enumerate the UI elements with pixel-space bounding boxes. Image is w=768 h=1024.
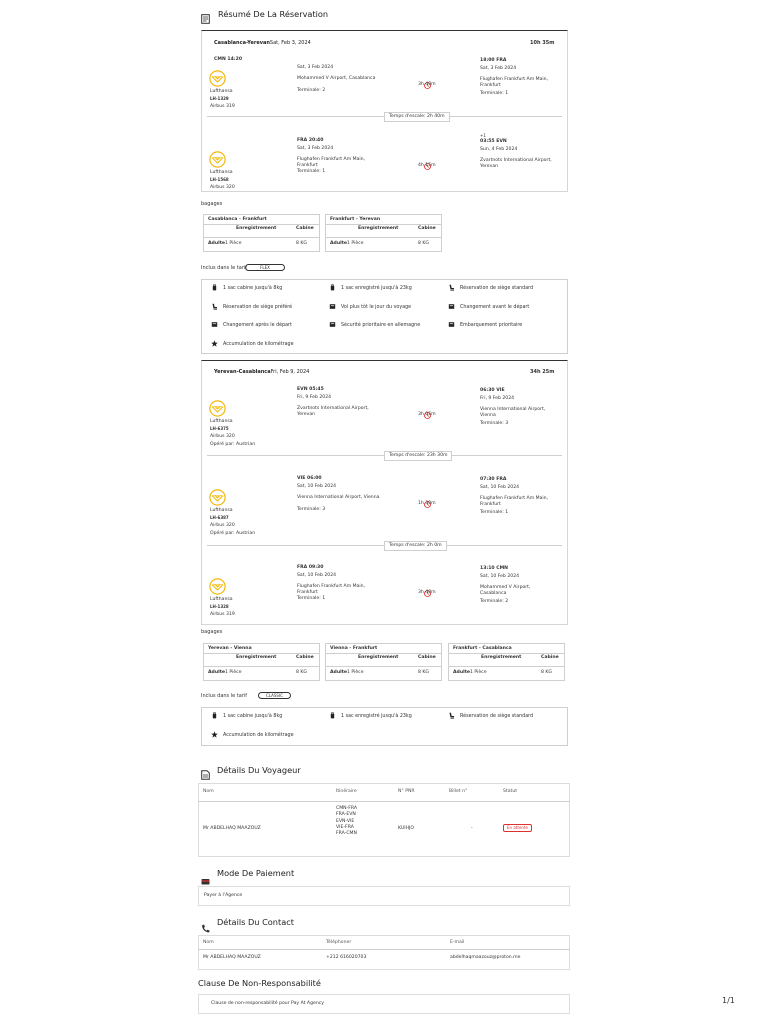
segment-duration: 3h 40m: [418, 82, 436, 87]
payment-value: Payer à l'Agence: [204, 893, 243, 898]
amenity-label: Accumulation de kilométrage: [223, 732, 294, 738]
summary-icon: [201, 9, 210, 19]
pax-type: Adulte: [208, 670, 226, 675]
suitcase-icon: [329, 285, 336, 292]
aircraft: Airbus 319: [210, 104, 235, 109]
baggage-table: [203, 643, 320, 681]
aircraft: Airbus 320: [210, 434, 235, 439]
contact-title: Détails Du Contact: [217, 917, 294, 927]
contact-table: [198, 935, 570, 970]
status-badge: En attente: [503, 824, 532, 832]
amenity-label: Changement après le départ: [223, 323, 292, 328]
baggage-pax: [330, 670, 364, 675]
pax-pieces: 1 Pièce: [347, 241, 364, 246]
baggage-divider: [204, 666, 319, 667]
departure-airport: Flughafen Frankfurt Am Main, Frankfurt: [297, 157, 366, 168]
ticket-icon: [329, 322, 336, 329]
itinerary-leg: CMN-FRA: [336, 806, 358, 811]
baggage-divider: [204, 237, 319, 238]
amenity-label: Réservation de siège standard: [460, 714, 534, 719]
seat-icon: [448, 713, 455, 720]
ticket-icon: [448, 304, 455, 311]
baggage-route: Frankfurt - Casablanca: [449, 644, 564, 654]
duration-clock-icon: [424, 493, 431, 500]
baggage-divider: [326, 666, 441, 667]
ticket-icon: [329, 304, 336, 311]
flight-number: LH-1329: [210, 96, 229, 101]
arrival-head: 18:00 FRA: [480, 58, 507, 63]
ticket-icon: [448, 322, 455, 329]
pax-pieces: 1 Pièce: [225, 670, 242, 675]
arrival-airport: Mohammed V Airport, Casablanca: [480, 585, 531, 596]
outbound-duration: 10h 35m: [530, 40, 555, 46]
arrival-terminal: Terminale: 1: [480, 510, 509, 515]
payment-box: [198, 886, 570, 906]
departure-date: Sat, 3 Feb 2024: [297, 65, 334, 70]
arrival-airport: Flughafen Frankfurt Am Main, Frankfurt: [480, 496, 549, 507]
segment-duration: 1h 30m: [418, 501, 436, 506]
baggage-col-cabin: Cabine: [296, 226, 314, 231]
amenity-label: Vol plus tôt le jour du voyage: [341, 304, 412, 310]
arrival-terminal: Terminale: 2: [480, 599, 509, 604]
inbound-duration: 34h 25m: [530, 369, 555, 375]
amenity-label: Changement avant le départ: [460, 304, 530, 310]
operated-by: Opéré par: Austrian: [210, 442, 256, 447]
traveler-itinerary: [336, 806, 357, 837]
departure-airport: Vienna International Airport, Vienna: [297, 495, 380, 500]
pax-type: Adulte: [330, 241, 348, 246]
baggage-col-cabin: Cabine: [541, 655, 559, 660]
baggage-divider: [449, 666, 564, 667]
layover-badge: Temps d'escale: 2h 0m: [384, 541, 447, 551]
pax-type: Adulte: [453, 670, 471, 675]
star-icon: [211, 732, 218, 739]
payment-title: Mode De Paiement: [217, 868, 295, 878]
contact-header-name: Nom: [203, 940, 214, 945]
amenity-label: Accumulation de kilométrage: [223, 341, 294, 347]
payment-icon: [201, 870, 210, 876]
arrival-head: 07:30 FRA: [480, 477, 507, 482]
inbound-baggage-title: bagages: [201, 629, 223, 635]
baggage-table: [448, 643, 565, 681]
itinerary-leg: VIE-FRA: [336, 824, 354, 830]
airline-logo-icon: [209, 489, 226, 506]
baggage-table: [325, 643, 442, 681]
baggage-cabin-weight: 8 KG: [541, 670, 552, 675]
baggage-route: Casablanca - Frankfurt: [204, 215, 319, 225]
departure-head: FRA 20:40: [297, 138, 324, 143]
contact-header-phone: Téléphoner: [326, 940, 352, 945]
arrival-terminal: Terminale: 3: [480, 421, 509, 426]
duration-clock-icon: [424, 582, 431, 589]
seat-icon: [211, 304, 218, 311]
aircraft: Airbus 319: [210, 612, 235, 617]
itinerary-leg: FRA-CMN: [336, 831, 357, 837]
baggage-divider: [326, 237, 441, 238]
baggage-col-cabin: Cabine: [296, 655, 314, 660]
arrival-terminal: Terminale: 1: [480, 91, 509, 96]
inbound-amenities: [201, 707, 568, 746]
segment-duration: 3h 40m: [418, 590, 436, 595]
airline-name: Lufthansa: [210, 597, 233, 602]
airline-logo-icon: [209, 151, 226, 168]
departure-head: VIE 06:00: [297, 476, 322, 481]
baggage-pax: [453, 670, 487, 675]
aircraft: Airbus 320: [210, 523, 235, 528]
amenity-label: 1 sac enregistré jusqu'à 23kg: [341, 286, 412, 291]
arrival-date: Sun, 4 Feb 2024: [480, 147, 518, 152]
suitcase-icon: [329, 713, 336, 720]
baggage-col-checked: Enregistrement: [236, 226, 277, 231]
segment-duration: 3h 05m: [418, 412, 436, 417]
amenity-label: Réservation de siège standard: [460, 286, 534, 291]
pax-type: Adulte: [330, 670, 348, 675]
departure-terminal: Terminale: 3: [297, 507, 326, 512]
amenity-label: Sécurité prioritaire en allemagne: [341, 323, 421, 328]
baggage-cabin-weight: 8 KG: [296, 241, 307, 246]
baggage-table: [325, 214, 442, 252]
baggage-col-checked: Enregistrement: [358, 655, 399, 660]
arrival-head: 13:10 CMN: [480, 566, 509, 571]
duration-clock-icon: [424, 155, 431, 162]
traveler-name: Mr ABDELHAQ MAAZOUZ: [203, 826, 261, 831]
departure-airport: Flughafen Frankfurt Am Main, Frankfurt: [297, 584, 366, 595]
inbound-fare-label: Inclus dans le tarif: [201, 693, 248, 699]
contact-email: abdelhaqmaazouz@proton.me: [450, 955, 521, 960]
flight-number: LH-6387: [210, 515, 229, 520]
duration-clock-icon: [424, 74, 431, 81]
baggage-pax: [208, 241, 242, 246]
outbound-route: Casablanca-YerevanSat, Feb 3, 2024: [214, 40, 311, 46]
baggage-col-cabin: Cabine: [418, 226, 436, 231]
amenity-label: 1 sac cabine jusqu'à 8kg: [223, 286, 283, 291]
pax-pieces: 1 Pièce: [225, 241, 242, 246]
outbound-fare-badge: FLEX: [245, 264, 285, 271]
departure-head: EVN 05:45: [297, 387, 324, 392]
disclaimer-text: Clause de non-responsabilité pour Pay At Agency: [211, 1001, 324, 1006]
star-icon: [211, 341, 218, 348]
amenity-label: 1 sac cabine jusqu'à 8kg: [223, 714, 283, 719]
itinerary-leg: FRA-EVN: [336, 812, 356, 818]
inbound-fare-badge: CLASSIC: [258, 692, 291, 699]
amenity-label: Embarquement prioritaire: [460, 323, 523, 328]
arrival-date: Sat, 3 Feb 2024: [480, 66, 517, 71]
departure-terminal: Terminale: 2: [297, 88, 326, 93]
segment-duration: 4h 15m: [418, 163, 436, 168]
seat-icon: [448, 285, 455, 292]
itinerary-leg: EVN-VIE: [336, 818, 355, 824]
traveler-title: Détails Du Voyageur: [217, 765, 301, 775]
airline-name: Lufthansa: [210, 89, 233, 94]
summary-title: Résumé De La Réservation: [218, 9, 329, 19]
contact-phone: +212 616020703: [326, 955, 367, 960]
aircraft: Airbus 320: [210, 185, 235, 190]
airline-name: Lufthansa: [210, 170, 233, 175]
airline-logo-icon: [209, 70, 226, 87]
contact-name: Mr ABDELHAQ MAAZOUZ: [203, 955, 261, 960]
baggage-route: Yerevan - Vienna: [204, 644, 319, 654]
amenity-label: 1 sac enregistré jusqu'à 23kg: [341, 714, 412, 719]
baggage-pax: [208, 670, 242, 675]
traveler-ticket: -: [471, 826, 473, 831]
pax-pieces: 1 Pièce: [347, 670, 364, 675]
disclaimer-title: Clause De Non-Responsabilité: [198, 978, 321, 988]
airline-name: Lufthansa: [210, 419, 233, 424]
arrival-airport: Zvartnots International Airport, Yerevan: [480, 158, 552, 169]
departure-terminal: Terminale: 1: [297, 596, 326, 601]
outbound-fare-label: Inclus dans le tarif: [201, 265, 248, 271]
traveler-header-name: Nom: [203, 789, 214, 794]
amenity-label: Réservation de siège préféré: [223, 304, 293, 310]
page-number: 1/1: [722, 996, 735, 1005]
traveler-header-status: Statut: [503, 789, 518, 794]
traveler-pnr: KUIHJO: [398, 826, 415, 831]
contact-header-email: E-mail: [450, 940, 465, 945]
baggage-cabin-weight: 8 KG: [418, 670, 429, 675]
flight-number: LH-1328: [210, 604, 229, 609]
baggage-col-checked: Enregistrement: [481, 655, 522, 660]
baggage-col-checked: Enregistrement: [236, 655, 277, 660]
duration-clock-icon: [424, 404, 431, 411]
arrival-date: Fri, 9 Feb 2024: [480, 396, 515, 401]
baggage-cabin-weight: 8 KG: [418, 241, 429, 246]
operated-by: Opéré par: Austrian: [210, 531, 256, 536]
pax-type: Adulte: [208, 241, 226, 246]
departure-airport: Mohammed V Airport, Casablanca: [297, 76, 376, 81]
departure-terminal: Terminale: 1: [297, 169, 326, 174]
arrival-airport: Flughafen Frankfurt Am Main, Frankfurt: [480, 77, 549, 88]
arrival-plus-day: +1: [480, 133, 486, 138]
departure-date: Sat, 3 Feb 2024: [297, 146, 334, 151]
pax-pieces: 1 Pièce: [470, 670, 487, 675]
arrival-head: 03:55 EVN: [480, 139, 507, 144]
flight-number: LH-6375: [210, 426, 229, 431]
airline-logo-icon: [209, 400, 226, 417]
phone-icon: [201, 918, 210, 927]
airline-logo-icon: [209, 578, 226, 595]
departure-date: Sat, 10 Feb 2024: [297, 484, 337, 489]
layover-badge: Temps d'escale: 2h 40m: [384, 112, 450, 122]
suitcase-icon: [211, 713, 218, 720]
departure-date: Fri, 9 Feb 2024: [297, 395, 332, 400]
traveler-table-divider: [198, 801, 570, 802]
baggage-cabin-weight: 8 KG: [296, 670, 307, 675]
arrival-airport: Vienna International Airport, Vienna: [480, 407, 546, 418]
airline-name: Lufthansa: [210, 508, 233, 513]
baggage-pax: [330, 241, 364, 246]
layover-badge: Temps d'escale: 23h 30m: [384, 451, 452, 461]
departure-head: FRA 09:30: [297, 565, 324, 570]
outbound-baggage-title: bagages: [201, 201, 223, 207]
baggage-table: [203, 214, 320, 252]
departure-date: Sat, 10 Feb 2024: [297, 573, 337, 578]
baggage-route: Frankfurt - Yerevan: [326, 215, 441, 225]
traveler-icon: [201, 765, 210, 775]
baggage-col-checked: Enregistrement: [358, 226, 399, 231]
flight-number: LH-1568: [210, 177, 229, 182]
departure-airport: Zvartnots International Airport, Yerevan: [297, 406, 369, 417]
suitcase-icon: [211, 285, 218, 292]
contact-table-divider: [198, 949, 570, 950]
baggage-route: Vienna - Frankfurt: [326, 644, 441, 654]
arrival-date: Sat, 10 Feb 2024: [480, 574, 520, 579]
departure-head: CMN 14:20: [214, 57, 243, 62]
traveler-header-ticket: Billet n°: [449, 789, 468, 794]
traveler-header-itinerary: Itinéraire: [336, 789, 357, 794]
inbound-route: Yerevan-CasablancaFri, Feb 9, 2024: [214, 369, 310, 375]
arrival-date: Sat, 10 Feb 2024: [480, 485, 520, 490]
baggage-col-cabin: Cabine: [418, 655, 436, 660]
traveler-header-pnr: N° PNR: [398, 789, 415, 794]
ticket-icon: [211, 322, 218, 329]
arrival-head: 06:30 VIE: [480, 388, 505, 393]
